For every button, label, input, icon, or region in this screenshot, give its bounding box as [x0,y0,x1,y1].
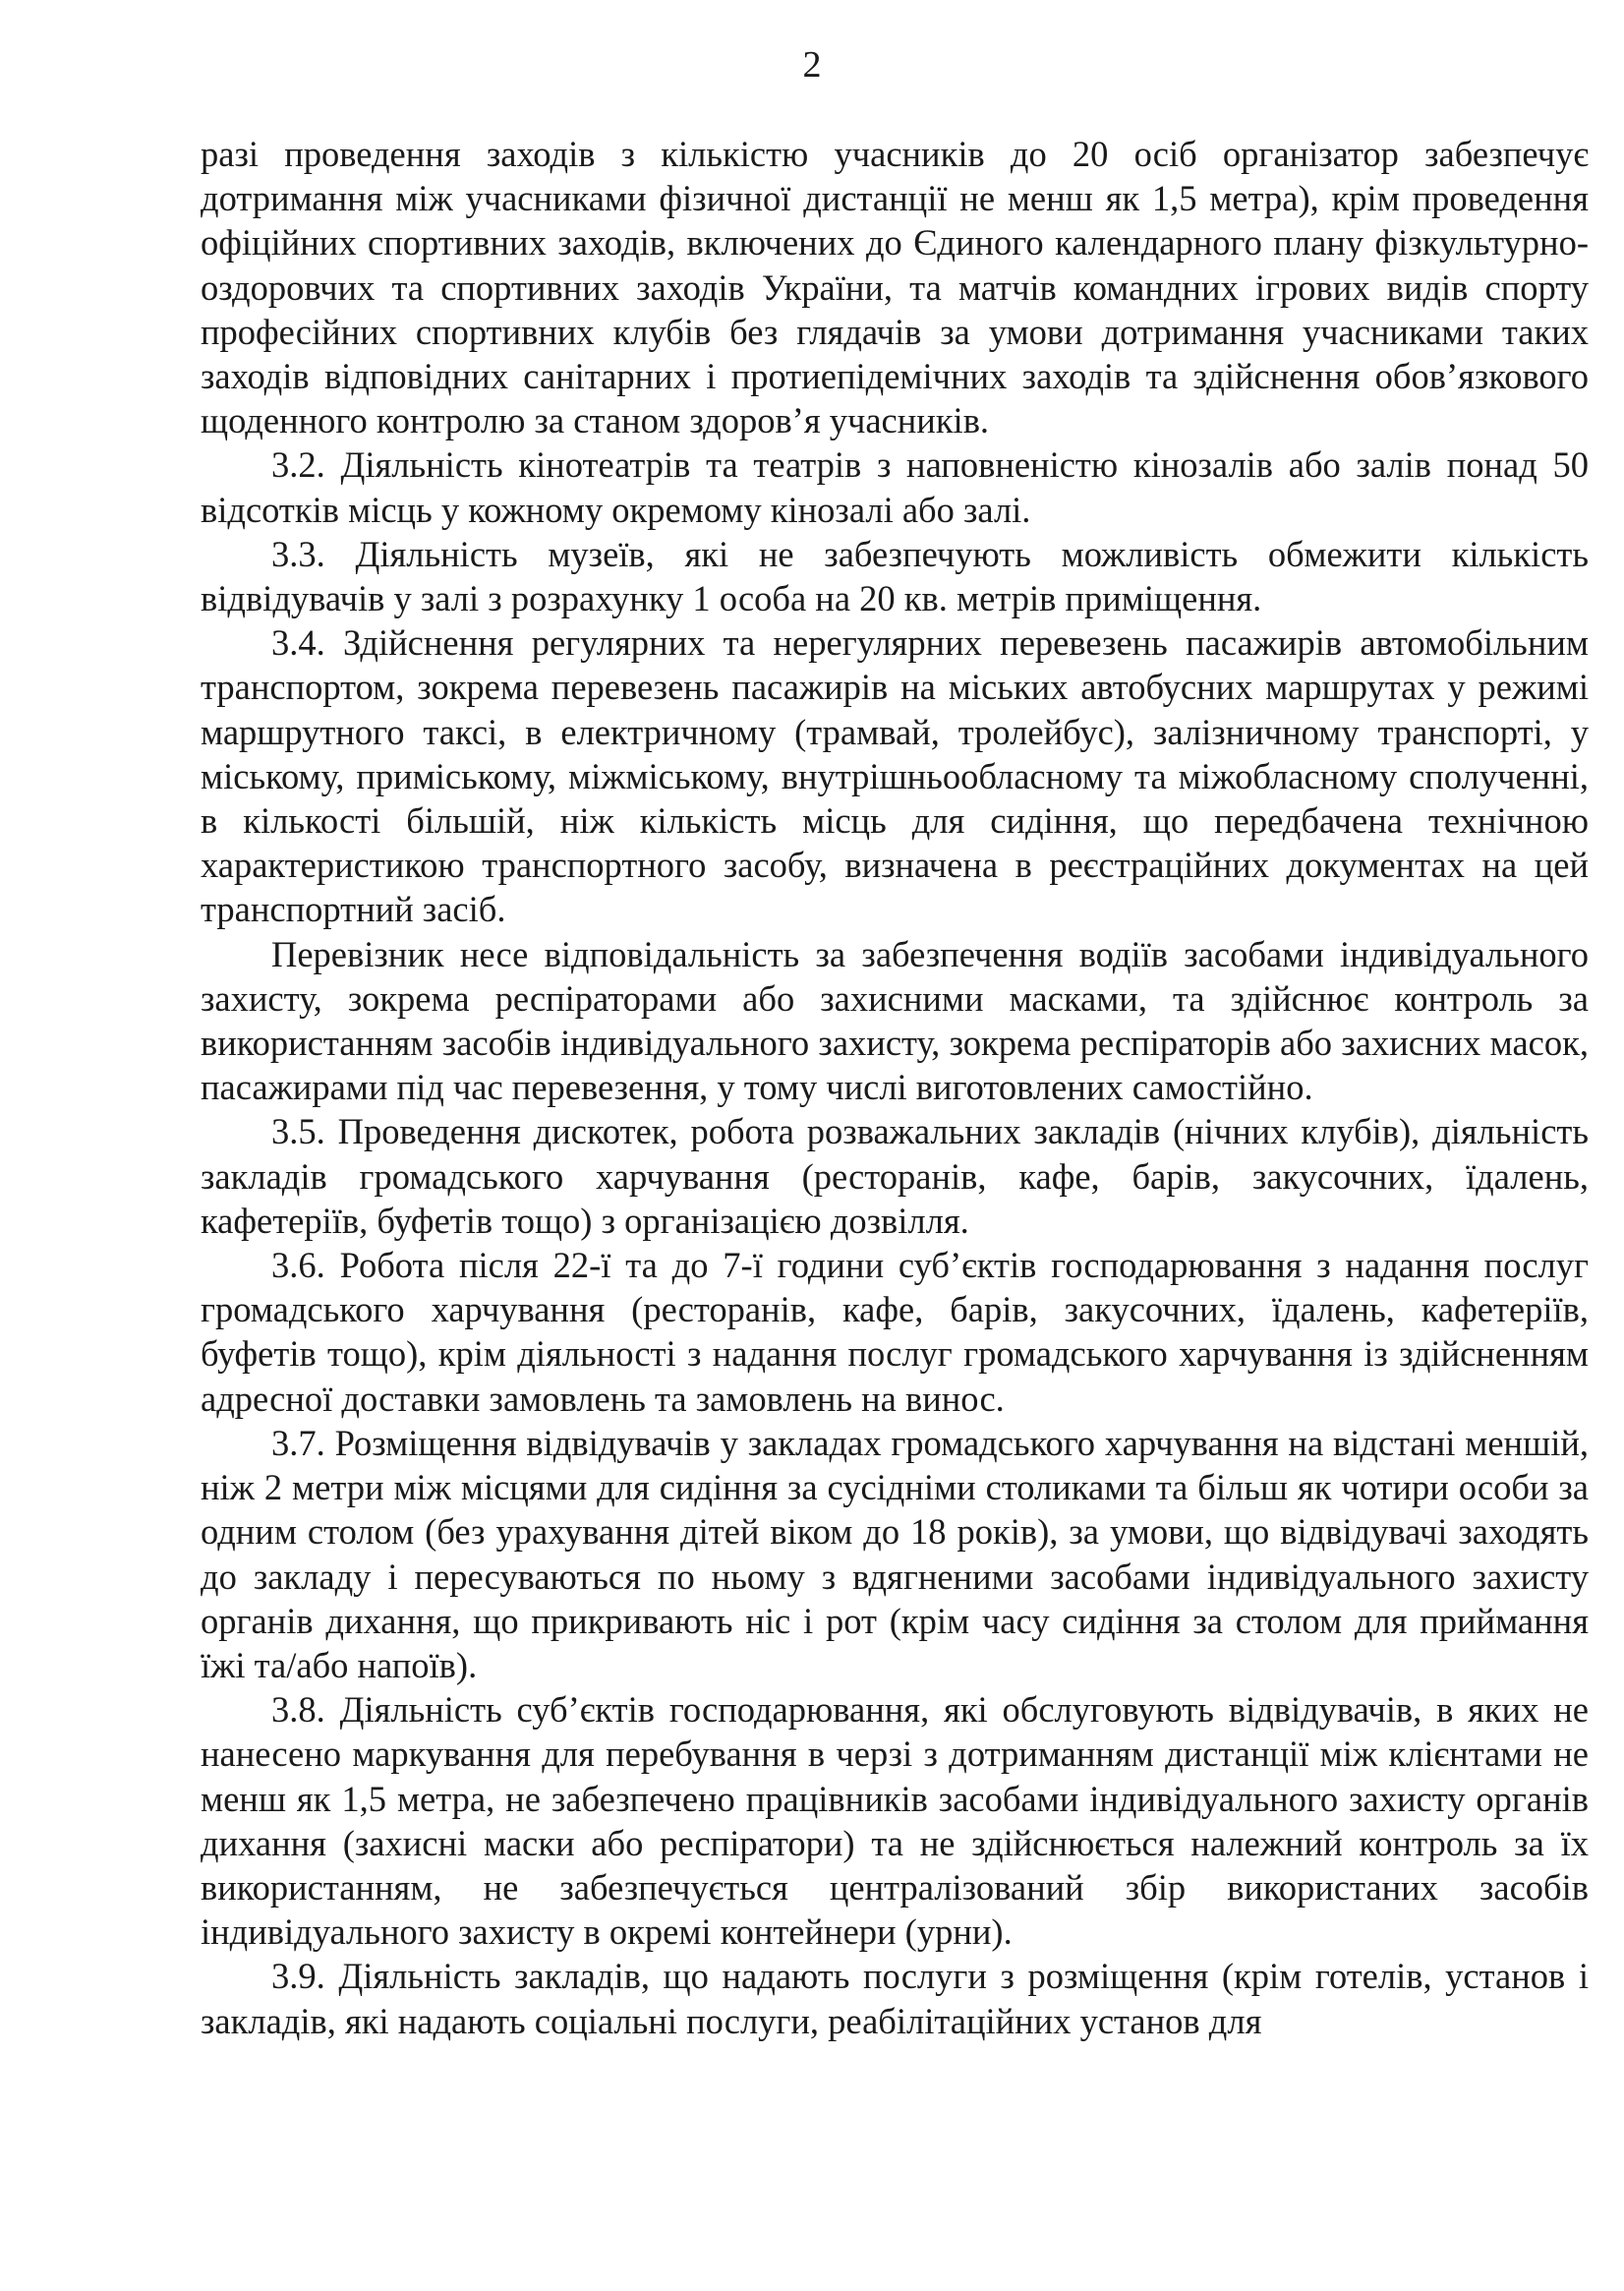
paragraph-continuation: разі проведення заходів з кількістю учасників до 20 осіб організатор забезпечує дотримання між учасниками фізичної дистанції не менш як 1,5 метра), крім проведення офіційних спортивних заходів, включених до Єдиного календарного плану фізкультурно-оздоровчих та спортивних заходів України, та матчів командних ігрових видів спорту професійних спортивних клубів без глядачів за умови дотримання учасниками таких заходів відповідних санітарних і протиепідемічних заходів та здійснення обов’язкового щоденного контролю за станом здоров’я учасників. [201,134,1589,441]
paragraph-3-6: 3.6. Робота після 22-ї та до 7-ї години суб’єктів господарювання з надання послуг громадського харчування (ресторанів, кафе, барів, закусочних, їдалень, кафетеріїв, буфетів тощо), крім діяльності з надання послуг громадського харчування із здійсненням адресної доставки замовлень та замовлень на винос. [201,1245,1589,1419]
paragraph-3-7: 3.7. Розміщення відвідувачів у закладах громадського харчування на відстані меншій, ніж 2 метри між місцями для сидіння за сусідніми столиками та більш як чотири особи за одним столом (без урахування дітей віком до 18 років), за умови, що відвідувачі заходять до закладу і пересуваються по ньому з вдягненими засобами індивідуального захисту органів дихання, що прикривають ніс і рот (крім часу сидіння за столом для приймання їжі та/або напоїв). [201,1422,1589,1685]
paragraph-3-4: 3.4. Здійснення регулярних та нерегулярних перевезень пасажирів автомобільним транспортом, зокрема перевезень пасажирів на міських автобусних маршрутах у режимі маршрутного таксі, в електричному (трамвай, тролейбус), залізничному транспорті, у міському, приміському, міжміському, внутрішньообласному та міжобласному сполученні, в кількості більшій, ніж кількість місць для сидіння, що передбачена технічною характеристикою транспортного засобу, визначена в реєстраційних документах на цей транспортний засіб. [201,622,1589,930]
paragraph-3-3: 3.3. Діяльність музеїв, які не забезпечують можливість обмежити кількість відвідувачів у залі з розрахунку 1 особа на 20 кв. метрів приміщення. [201,533,1589,619]
document-body [201,132,1589,2043]
paragraph-3-2: 3.2. Діяльність кінотеатрів та театрів з наповненістю кінозалів або залів понад 50 відсотків місць у кожному окремому кінозалі або залі. [201,444,1589,530]
paragraph-3-8: 3.8. Діяльність суб’єктів господарювання, які обслуговують відвідувачів, в яких не нанесено маркування для перебування в черзі з дотриманням дистанції між клієнтами не менш як 1,5 метра, не забезпечено працівників засобами індивідуального захисту органів дихання (захисні маски або респіратори) та не здійснюється належний контроль за їх використанням, не забезпечується централізований збір використаних засобів індивідуального захисту в окремі контейнери (урни). [201,1689,1589,1953]
paragraph-carrier-responsibility: Перевізник несе відповідальність за забезпечення водіїв засобами індивідуального захисту, зокрема респіраторами або захисними масками, та здійснює контроль за використанням засобів індивідуального захисту, зокрема респіраторів або захисних масок, пасажирами під час перевезення, у тому числі виготовлених самостійно. [201,933,1589,1108]
paragraph-3-9: 3.9. Діяльність закладів, що надають послуги з розміщення (крім готелів, установ і закладів, які надають соціальні послуги, реабілітаційних установ для [201,1956,1589,2041]
page-number: 2 [802,44,822,86]
paragraph-3-5: 3.5. Проведення дискотек, робота розважальних закладів (нічних клубів), діяльність закладів громадського харчування (ресторанів, кафе, барів, закусочних, їдалень, кафетеріїв, буфетів тощо) з організацією дозвілля. [201,1111,1589,1241]
